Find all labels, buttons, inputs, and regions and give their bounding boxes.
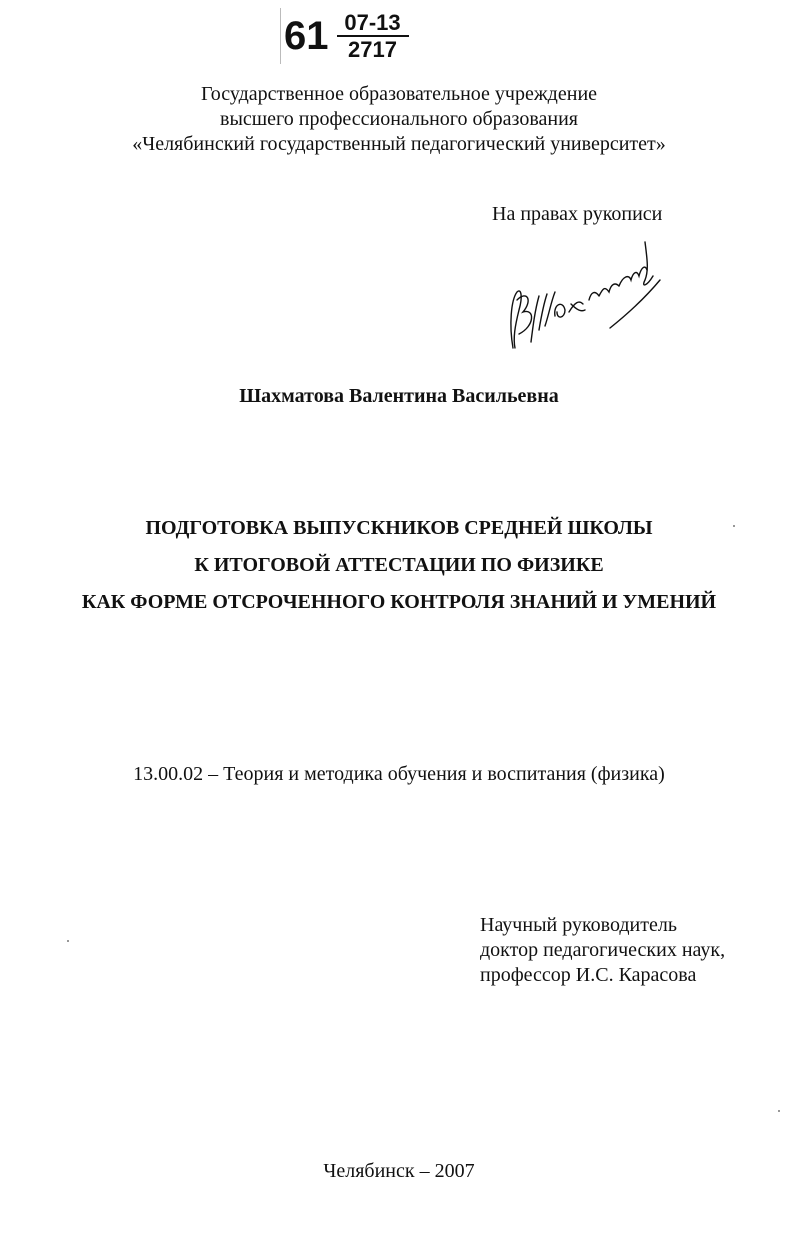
library-code-main: 61 xyxy=(284,14,329,58)
scan-speck xyxy=(733,525,735,527)
institution-line: высшего профессионального образования xyxy=(220,108,578,130)
institution-line: «Челябинский государственный педагогический университет» xyxy=(132,133,666,155)
library-code-fraction xyxy=(337,11,409,61)
advisor-line: профессор И.С. Карасова xyxy=(480,964,697,986)
scan-speck xyxy=(67,940,69,942)
title-line: КАК ФОРМЕ ОТСРОЧЕННОГО КОНТРОЛЯ ЗНАНИЙ И УМЕНИЙ xyxy=(81,591,717,613)
advisor-line: доктор педагогических наук, xyxy=(480,939,726,961)
library-code-denominator: 2717 xyxy=(348,37,397,62)
manuscript-note: На правах рукописи xyxy=(492,203,663,225)
institution-block xyxy=(0,82,798,157)
margin-line xyxy=(280,8,281,64)
title-line: ПОДГОТОВКА ВЫПУСКНИКОВ СРЕДНЕЙ ШКОЛЫ xyxy=(145,517,653,539)
city-year: Челябинск – 2007 xyxy=(323,1160,475,1182)
title-line: К ИТОГОВОЙ АТТЕСТАЦИИ ПО ФИЗИКЕ xyxy=(194,554,604,576)
institution-line: Государственное образовательное учреждение xyxy=(200,83,598,105)
advisor-block xyxy=(480,913,725,988)
dissertation-title xyxy=(0,510,798,621)
specialty: 13.00.02 – Теория и методика обучения и воспитания (физика) xyxy=(133,763,665,785)
signature-icon xyxy=(495,230,670,360)
scan-speck xyxy=(778,1110,780,1112)
advisor-line: Научный руководитель xyxy=(480,914,677,936)
library-code xyxy=(284,8,409,64)
author-name: Шахматова Валентина Васильевна xyxy=(239,385,559,407)
library-code-numerator: 07-13 xyxy=(344,9,401,35)
